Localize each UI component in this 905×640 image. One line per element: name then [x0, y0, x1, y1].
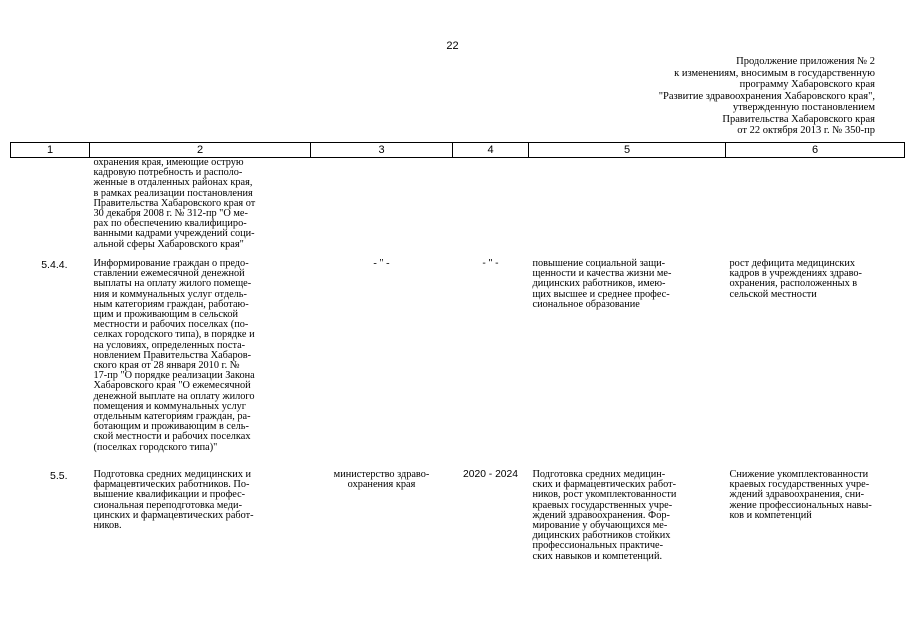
consequence: рост дефицита медицинских кадров в учреждениях здраво- охранения, расположенных в сельской местности — [729, 258, 862, 300]
consequence: Снижение укомплектованности краевых государственных учре- ждений здравоохранения, сни- жение профессиональных навы- ков и компетенций — [729, 469, 872, 521]
column-header: 3 — [311, 143, 453, 158]
period — [453, 158, 529, 260]
header-line: Правительства Хабаровского края — [722, 113, 875, 125]
header-line: программу Хабаровского края — [739, 79, 875, 90]
header-line: "Развитие здравоохранения Хабаровского края", — [658, 90, 875, 102]
appendix-header — [575, 56, 875, 137]
executor: - " - — [373, 258, 390, 269]
column-header: 1 — [11, 143, 90, 158]
column-header: 5 — [529, 143, 726, 158]
measure-description: Подготовка средних медицинских и фармацевтических работников. По- вышение квалификации и профес- сиональная переподготовка меди- цинских и фармацевтических работ- ников. — [93, 469, 254, 532]
column-header: 6 — [726, 143, 905, 158]
measures-table — [10, 142, 905, 562]
period: - " - — [482, 258, 499, 269]
column-header: 4 — [453, 143, 529, 158]
header-line: утвержденную постановлением — [732, 102, 875, 113]
column-header: 2 — [90, 143, 311, 158]
period: 2020 - 2024 — [463, 469, 518, 480]
table-row — [11, 158, 905, 260]
expected-result: Подготовка средних медицин- ских и фармацевтических работ- ников, рост укомплектованности краевых государственных учре- ждений здравоохранения. Фор- мирование у обучающихся ме- дицинских работников стойких профессиональных практиче- ских навыков и компетенций. — [532, 469, 677, 562]
measure-description: охранения края, имеющие острую кадровую потребность и располо- женные в отдаленных районах края, в рамках реализации постановления Правительства Хабаровского края от 30 декабря 2008 г. № 312-пр "О ме- рах по обеспечению квалифициро- ванными кадрами учреждений соци- альной сферы Хабаровского края" — [93, 157, 256, 250]
executor — [311, 158, 453, 260]
row-number: 5.4.4. — [41, 259, 68, 271]
page-number: 22 — [446, 40, 459, 52]
header-line: к изменениям, вносимым в государственную — [674, 67, 875, 79]
header-line: от 22 октября 2013 г. № 350-пр — [737, 125, 875, 136]
expected-result: повышение социальной защи- щенности и качества жизни ме- дицинских работников, имею- щих высшее и среднее профес- сиональное образование — [532, 258, 672, 310]
measure-description: Информирование граждан о предо- ставлении ежемесячной денежной выплаты на оплату жилого помеще- ния и коммунальных услуг отдель- ным категориям граждан, работаю- щим и проживающим в сельской местности и рабочих поселках (по- селках городского типа), в порядке и на условиях, определенных поста- новлением Правительства Хабаров- ского края от 28 января 2010 г. № 17-пр "О порядке реализации Закона Хабаровского края "О ежемесячной денежной выплате на оплату жилого помещения и коммунальных услуг отдельным категориям граждан, ра- ботающим и проживающим в сель- ской местности и рабочих поселках (поселках городского типа)" — [93, 258, 255, 453]
table-row — [11, 470, 905, 562]
executor: министерство здраво- охранения края — [333, 469, 430, 491]
header-line: Продолжение приложения № 2 — [736, 56, 875, 67]
expected-result — [529, 158, 726, 260]
table-row — [11, 259, 905, 470]
row-number: 5.5. — [49, 470, 68, 482]
column-header-row — [11, 143, 905, 158]
row-number — [11, 158, 90, 260]
consequence — [726, 158, 905, 260]
